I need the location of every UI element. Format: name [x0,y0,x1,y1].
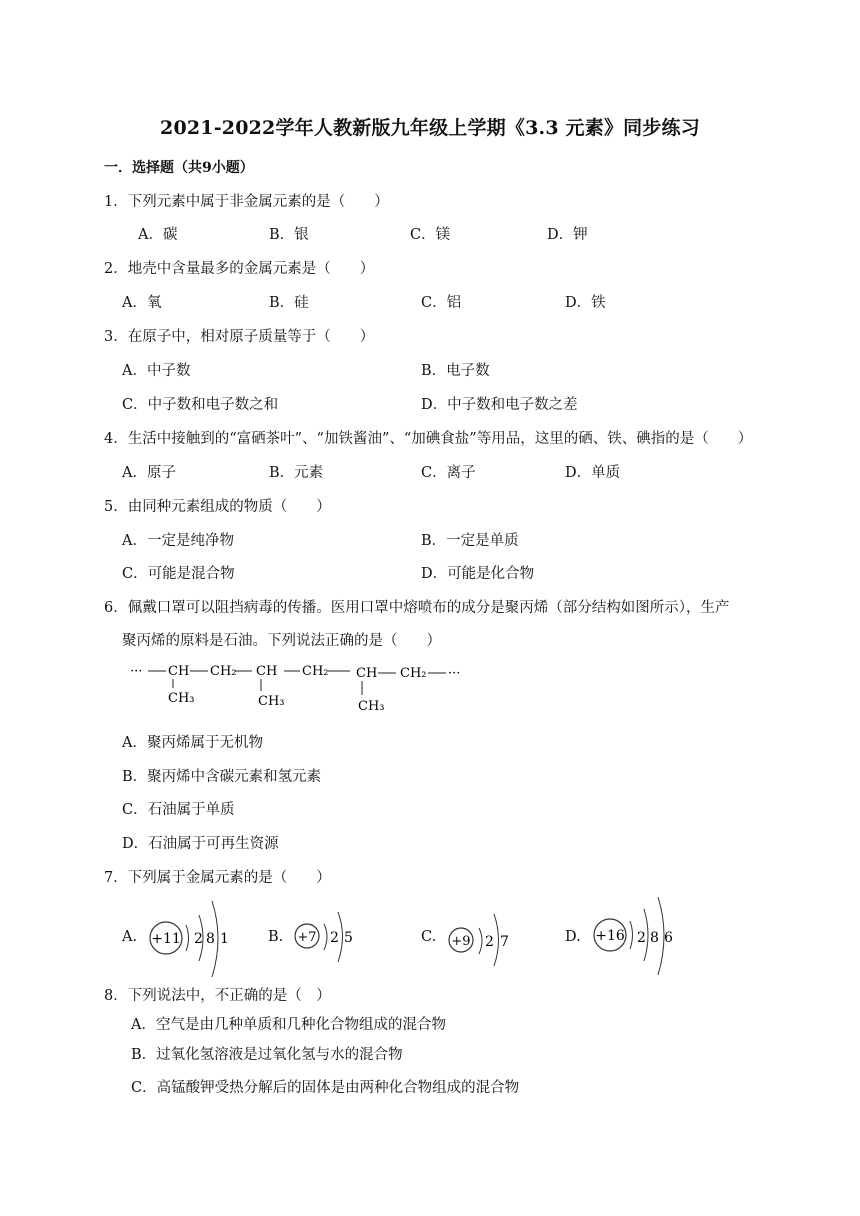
section-heading: 一．选择题（共9小题） [104,160,254,176]
question-6-option-c[interactable]: C．石油属于单质 [122,802,235,818]
formula-ch3-3: CH₃ [358,699,385,714]
question-2-option-a[interactable]: A．氧 [122,295,162,311]
atom-c-shell-2: 7 [500,934,509,950]
question-8-option-b[interactable]: B．过氧化氢溶液是过氧化氢与水的混合物 [131,1047,403,1063]
atom-b-shell-1: 2 [330,930,339,946]
question-7-stem: 7．下列属于金属元素的是（ ） [104,870,331,886]
question-4-stem: 4．生活中接触到的“富硒茶叶”、“加铁酱油”、“加碘食盐”等用品，这里的硒、铁、碘指的是（ ） [104,431,753,447]
atom-diagram-a [144,895,236,981]
question-7-option-d[interactable]: D. [565,929,581,945]
formula-ch2-2: CH₂ [302,664,329,679]
atom-d-shell-1: 2 [637,930,646,946]
formula-ch-2: CH [256,664,278,679]
formula-ch-3: CH [356,666,378,681]
question-4-option-d[interactable]: D．单质 [565,465,621,481]
atom-d-shell-2: 8 [650,930,659,946]
question-5-stem: 5．由同种元素组成的物质（ ） [104,499,331,515]
question-6-stem-line-1: 6．佩戴口罩可以阻挡病毒的传播。医用口罩中熔喷布的成分是聚丙烯（部分结构如图所示），生产 [104,600,730,616]
atom-c-shell-1: 2 [485,934,494,950]
formula-ch3-1: CH₃ [168,691,195,706]
question-2-stem: 2．地壳中含量最多的金属元素是（ ） [104,261,375,277]
question-1-option-c[interactable]: C．镁 [410,227,451,243]
atom-a-shell-2: 8 [206,931,215,947]
question-6-option-d[interactable]: D．石油属于可再生资源 [122,836,279,852]
question-8-option-c[interactable]: C．高锰酸钾受热分解后的固体是由两种化合物组成的混合物 [131,1080,520,1096]
question-2-option-c[interactable]: C．铝 [421,295,462,311]
question-5-option-c[interactable]: C．可能是混合物 [122,566,235,582]
question-3-option-a[interactable]: A．中子数 [122,363,191,379]
question-2-option-b[interactable]: B．硅 [269,295,309,311]
question-5-option-a[interactable]: A．一定是纯净物 [122,533,234,549]
atom-diagram-c [444,902,516,972]
question-7-option-a[interactable]: A. [122,929,138,945]
question-1-stem: 1．下列元素中属于非金属元素的是（ ） [104,194,389,210]
formula-ch2-3: CH₂ [400,666,427,681]
question-8-option-a[interactable]: A．空气是由几种单质和几种化合物组成的混合物 [131,1017,446,1033]
atom-b-nucleus: +7 [297,930,317,945]
question-4-option-c[interactable]: C．离子 [421,465,476,481]
page-title: 2021-2022学年人教新版九年级上学期《3.3 元素》同步练习 [160,117,700,139]
atom-a-shell-1: 2 [194,931,203,947]
formula-ch2-1: CH₂ [210,664,237,679]
atom-diagram-b [290,900,362,970]
question-7-option-b[interactable]: B. [268,929,284,945]
atom-c-nucleus: +9 [451,934,471,949]
question-3-option-b[interactable]: B．电子数 [421,363,490,379]
question-1-option-a[interactable]: A．碳 [138,227,178,243]
question-6-option-a[interactable]: A．聚丙烯属于无机物 [122,735,263,751]
formula-ch-1: CH [168,664,190,679]
question-7-option-c[interactable]: C. [421,929,437,945]
polypropylene-structure-formula [128,657,468,717]
question-4-option-b[interactable]: B．元素 [269,465,324,481]
formula-ellipsis-right: ··· [448,666,461,681]
question-5-option-d[interactable]: D．可能是化合物 [421,566,535,582]
question-3-option-d[interactable]: D．中子数和电子数之差 [421,397,578,413]
question-1-option-d[interactable]: D．钾 [547,227,588,243]
question-2-option-d[interactable]: D．铁 [565,295,606,311]
formula-ellipsis-left: ··· [130,664,143,679]
question-3-stem: 3．在原子中，相对原子质量等于（ ） [104,329,375,345]
atom-diagram-d [588,895,680,981]
question-8-stem: 8．下列说法中，不正确的是（ ） [104,988,331,1004]
atom-a-shell-3: 1 [220,931,229,947]
question-1-option-b[interactable]: B．银 [269,227,309,243]
question-5-option-b[interactable]: B．一定是单质 [421,533,519,549]
question-6-stem-line-2: 聚丙烯的原料是石油。下列说法正确的是（ ） [122,633,441,649]
question-4-option-a[interactable]: A．原子 [122,465,176,481]
formula-ch3-2: CH₃ [258,694,285,709]
atom-b-shell-2: 5 [344,930,353,946]
atom-a-nucleus: +11 [151,931,181,947]
question-6-option-b[interactable]: B．聚丙烯中含碳元素和氢元素 [122,769,322,785]
atom-d-shell-3: 6 [664,930,673,946]
question-3-option-c[interactable]: C．中子数和电子数之和 [122,397,279,413]
atom-d-nucleus: +16 [595,928,625,944]
